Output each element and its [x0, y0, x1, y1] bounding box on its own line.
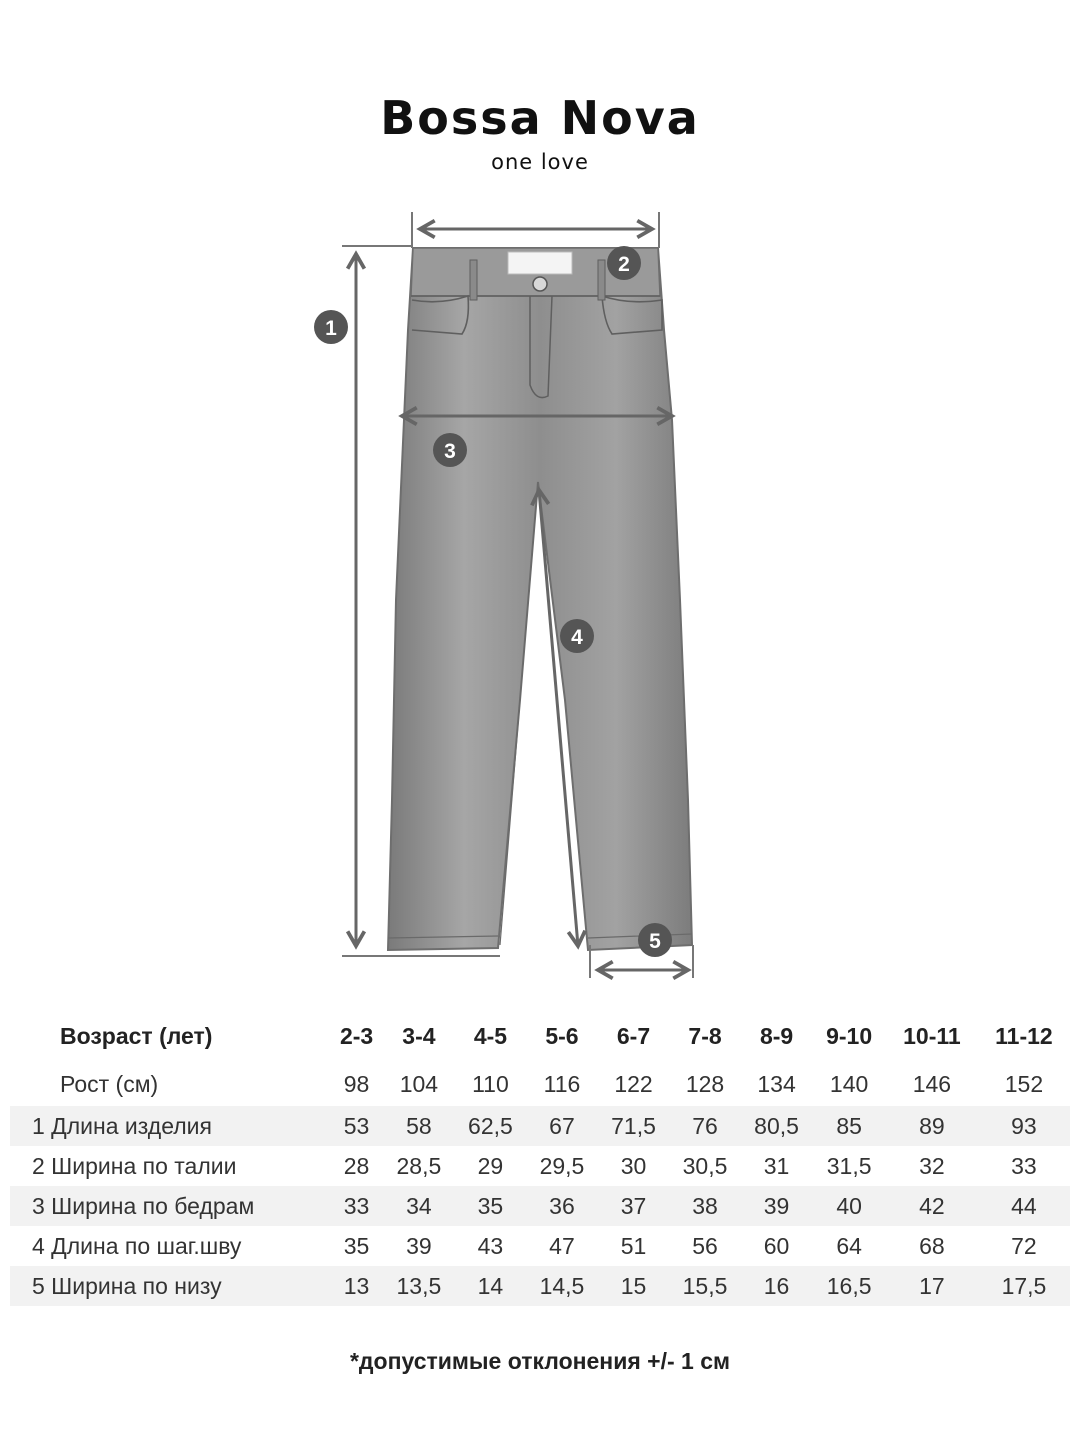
table-cell: 36 — [549, 1192, 575, 1219]
table-cell: 38 — [692, 1192, 718, 1219]
table-cell: 58 — [406, 1112, 432, 1139]
table-cell: 15,5 — [682, 1272, 728, 1299]
header-age-cell: 2-3 — [339, 1022, 374, 1049]
table-cell: 64 — [836, 1232, 862, 1259]
table-cell: 35 — [343, 1232, 370, 1259]
row-label: 3 Ширина по бедрам — [32, 1192, 255, 1219]
belt-loop — [470, 260, 477, 300]
table-cell: 29,5 — [539, 1152, 585, 1179]
jeans-button — [533, 277, 547, 291]
table-cell: 15 — [620, 1272, 647, 1299]
table-cell: 33 — [1011, 1152, 1037, 1179]
table-cell: 110 — [472, 1070, 509, 1097]
header-age-cell: 5-6 — [545, 1022, 579, 1049]
marker-badge-3 — [433, 433, 467, 467]
belt-loop — [598, 260, 605, 300]
table-cell: 30 — [620, 1152, 647, 1179]
table-cell: 71,5 — [611, 1112, 656, 1139]
table-cell: 13,5 — [396, 1272, 442, 1299]
jeans-shape — [388, 248, 692, 950]
header-age-label: Возраст (лет) — [60, 1022, 213, 1049]
table-cell: 152 — [1004, 1070, 1044, 1097]
marker-label: 3 — [444, 440, 456, 463]
header-age-cell: 7-8 — [688, 1022, 722, 1049]
header-age-cell: 4-5 — [473, 1022, 508, 1049]
table-cell: 34 — [406, 1192, 432, 1219]
header-age-cell: 9-10 — [826, 1022, 873, 1049]
table-cell: 17,5 — [1001, 1272, 1047, 1299]
table-cell: 122 — [614, 1070, 653, 1097]
table-cell: 43 — [477, 1232, 504, 1259]
row-label: 1 Длина изделия — [32, 1112, 212, 1139]
header-age-cell: 11-12 — [995, 1022, 1053, 1049]
row-label: 4 Длина по шаг.шву — [32, 1232, 242, 1259]
table-cell: 44 — [1011, 1192, 1037, 1219]
table-cell: 53 — [343, 1112, 370, 1139]
table-cell: 17 — [919, 1272, 945, 1299]
table-row — [10, 1266, 1070, 1306]
header-age-cell: 8-9 — [759, 1022, 794, 1049]
table-cell: 16 — [763, 1272, 790, 1299]
table-cell: 85 — [836, 1112, 862, 1139]
marker-label: 5 — [649, 930, 661, 953]
table-row — [10, 1186, 1070, 1226]
marker-label: 2 — [618, 253, 630, 276]
table-cell: 28 — [343, 1152, 370, 1179]
table-cell: 40 — [836, 1192, 862, 1219]
header-age-cell: 3-4 — [402, 1022, 436, 1049]
table-cell: 31,5 — [826, 1152, 872, 1179]
table-cell: 28,5 — [396, 1152, 442, 1179]
table-cell: 33 — [343, 1192, 370, 1219]
table-cell: 16,5 — [826, 1272, 872, 1299]
marker-badge-5 — [638, 923, 672, 957]
table-cell: 146 — [912, 1070, 952, 1097]
table-cell: 128 — [685, 1070, 725, 1097]
table-cell: 14,5 — [539, 1272, 585, 1299]
table-cell: 93 — [1011, 1112, 1037, 1139]
table-cell: 13 — [343, 1272, 370, 1299]
table-cell: 29 — [477, 1152, 504, 1179]
header-age-cell: 10-11 — [903, 1022, 961, 1049]
table-cell: 98 — [343, 1070, 370, 1097]
table-header-row — [10, 1010, 1070, 1062]
marker-badge-1 — [314, 310, 348, 344]
brand-logo: Bossa Nova — [380, 91, 700, 145]
table-cell: 80,5 — [754, 1112, 799, 1139]
table-row — [10, 1146, 1070, 1186]
table-cell: 39 — [406, 1232, 432, 1259]
table-cell: 72 — [1011, 1232, 1037, 1259]
table-cell: 56 — [692, 1232, 718, 1259]
table-cell: 104 — [399, 1070, 439, 1097]
marker-badge-2 — [607, 246, 641, 280]
header-age-cell: 6-7 — [616, 1022, 651, 1049]
table-cell: 62,5 — [468, 1112, 513, 1139]
jeans-illustration — [388, 248, 692, 950]
table-cell: 42 — [919, 1192, 945, 1219]
table-cell: 32 — [919, 1152, 945, 1179]
row-label: 5 Ширина по низу — [32, 1272, 222, 1299]
table-cell: 30,5 — [682, 1152, 728, 1179]
tolerance-note: *допустимые отклонения +/- 1 см — [349, 1348, 731, 1374]
marker-badge-4 — [560, 619, 594, 653]
marker-label: 4 — [571, 626, 583, 649]
table-cell: 68 — [919, 1232, 945, 1259]
table-row — [10, 1226, 1070, 1266]
inner-label — [508, 252, 572, 274]
table-cell: 116 — [543, 1070, 581, 1097]
table-cell: 31 — [763, 1152, 790, 1179]
table-cell: 60 — [763, 1232, 790, 1259]
table-cell: 35 — [477, 1192, 504, 1219]
table-cell: 47 — [549, 1232, 575, 1259]
size-chart-table — [10, 1010, 1070, 1306]
marker-label: 1 — [325, 317, 337, 340]
table-cell: 89 — [919, 1112, 945, 1139]
table-cell: 67 — [549, 1112, 575, 1139]
table-cell: 39 — [763, 1192, 790, 1219]
table-cell: 140 — [829, 1070, 869, 1097]
table-cell: 51 — [620, 1232, 647, 1259]
table-cell: 14 — [477, 1272, 504, 1299]
table-row — [10, 1106, 1070, 1146]
brand-tagline: one love — [491, 150, 589, 174]
height-row — [10, 1062, 1070, 1106]
table-cell: 37 — [620, 1192, 647, 1219]
row-label: 2 Ширина по талии — [32, 1152, 237, 1179]
table-cell: 134 — [757, 1070, 796, 1097]
height-label: Рост (см) — [60, 1070, 159, 1097]
table-cell: 76 — [692, 1112, 718, 1139]
